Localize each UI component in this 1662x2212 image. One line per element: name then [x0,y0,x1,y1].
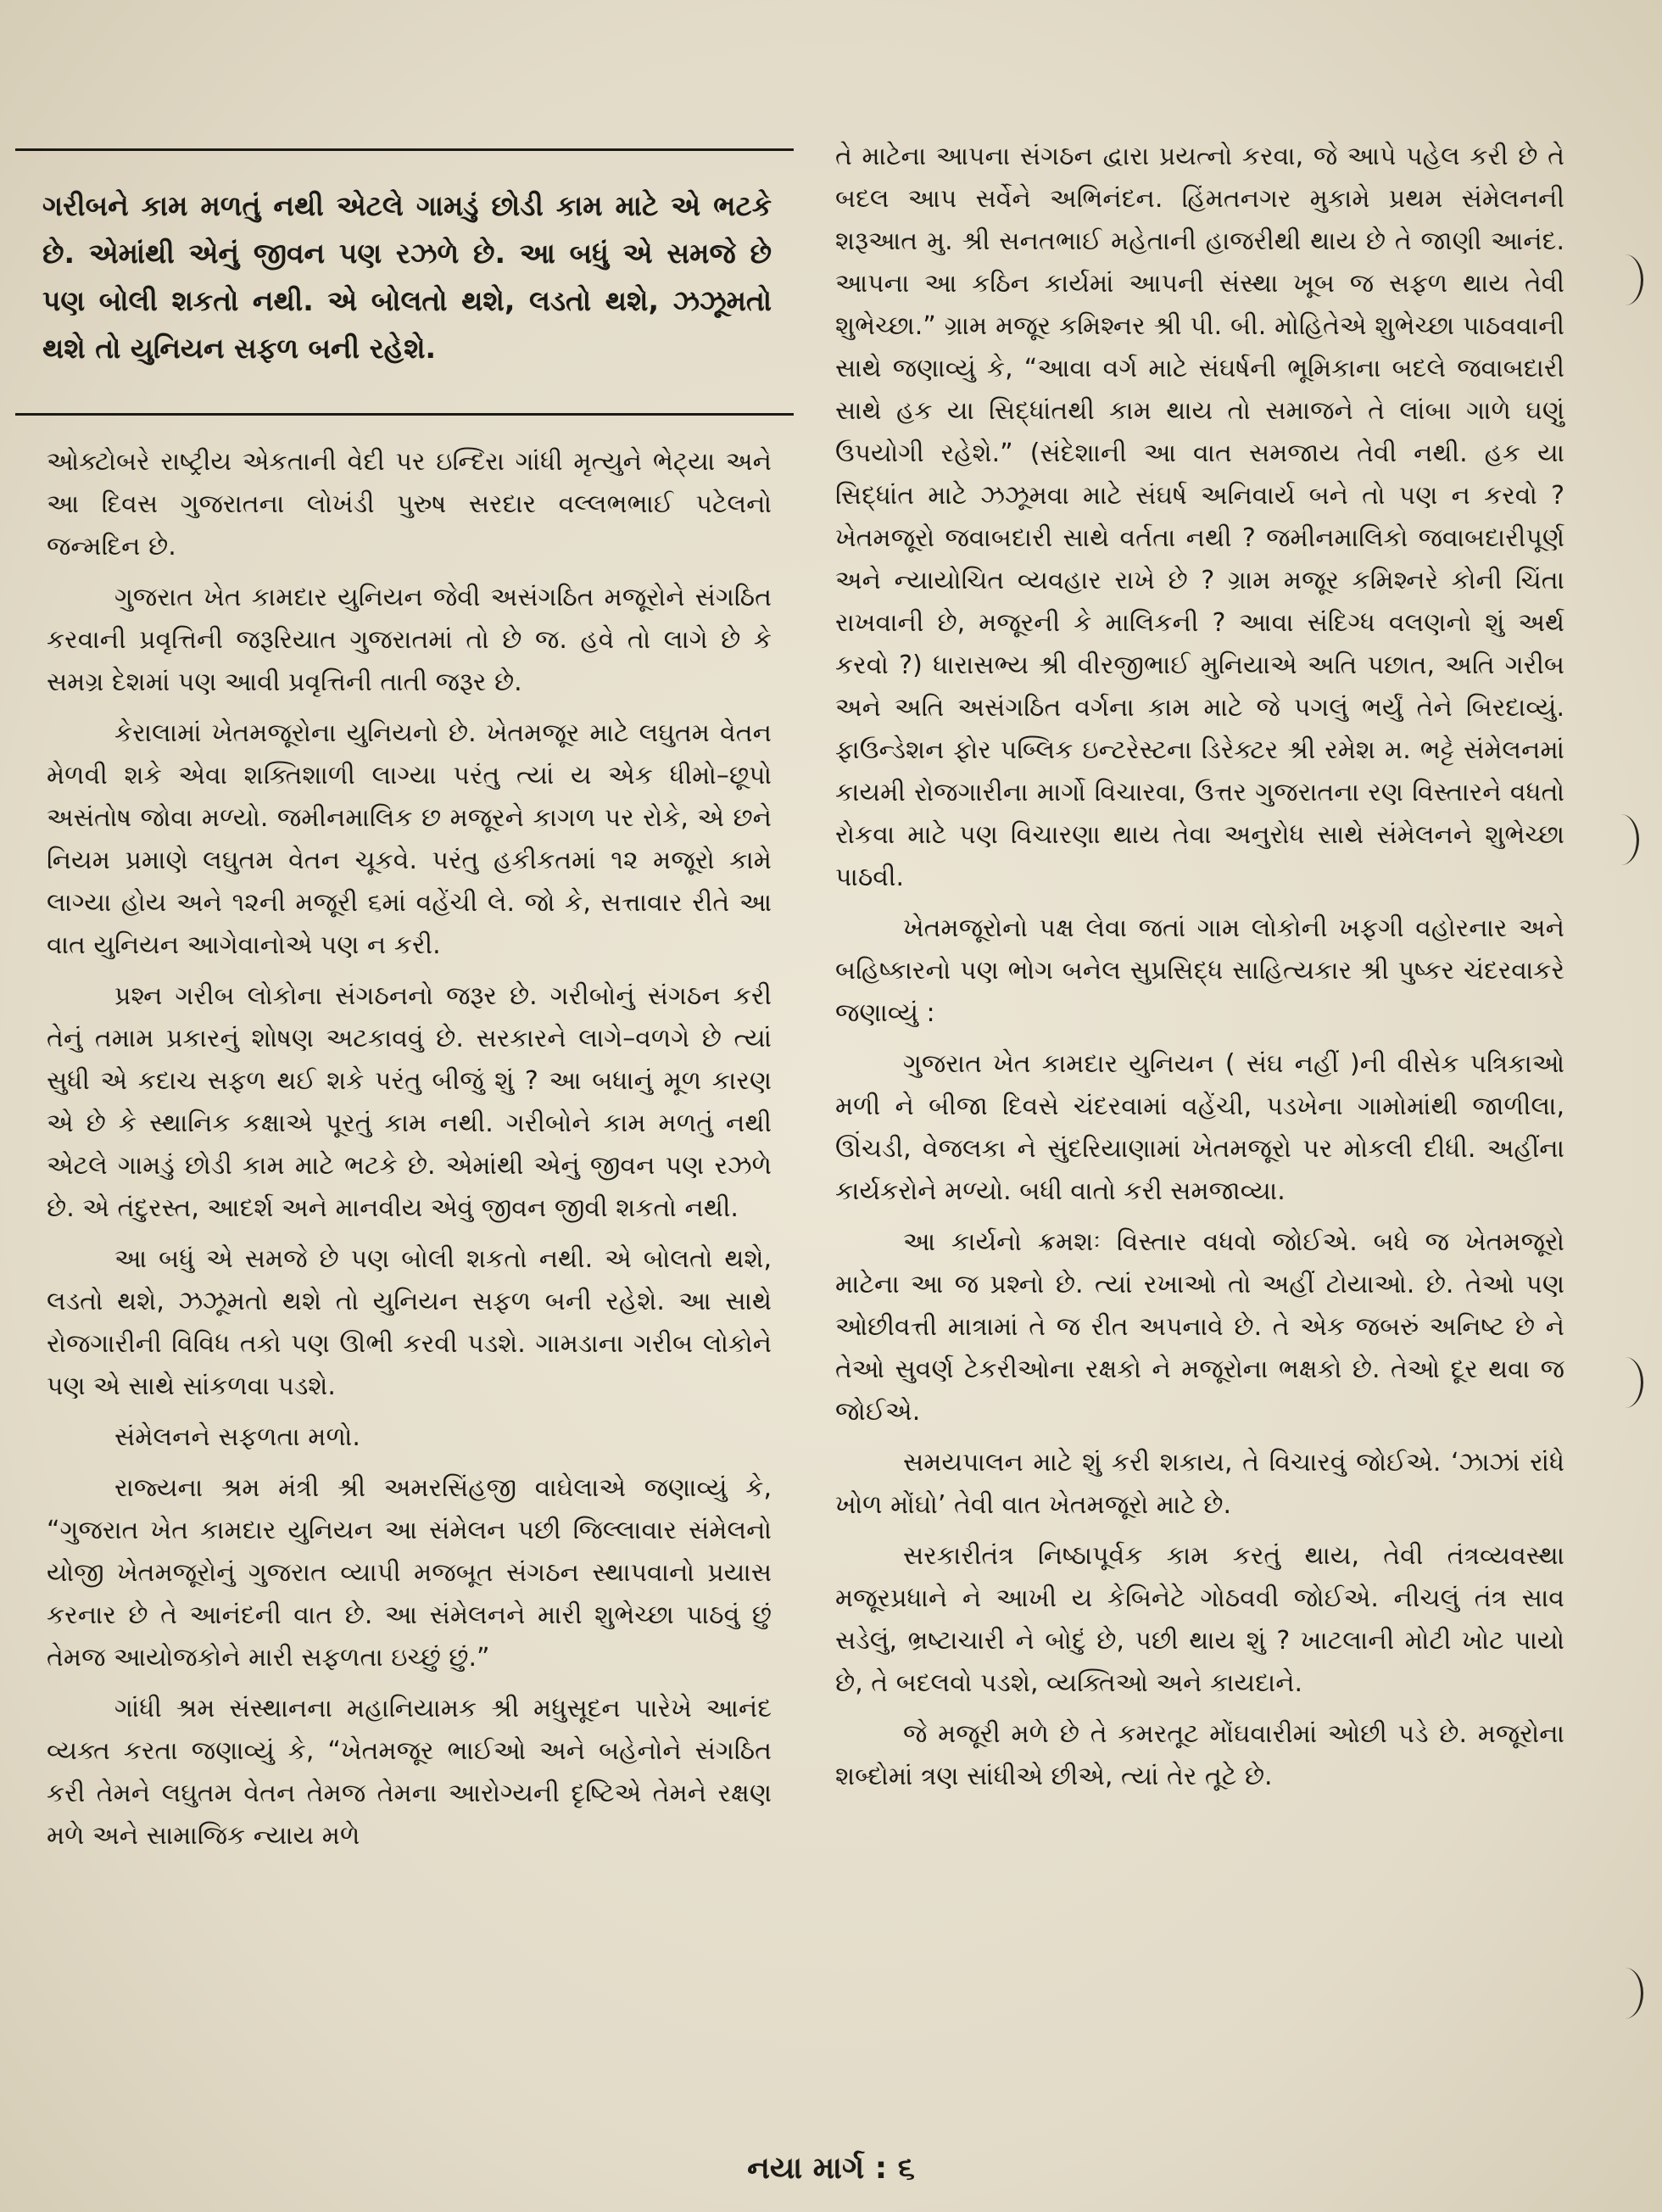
page-tear-mark [1607,254,1643,305]
page-footer: નયા માર્ગ : ૬ [747,2151,915,2186]
paragraph: સરકારીતંત્ર નિષ્ઠાપૂર્વક કામ કરતું થાય, તેવી તંત્રવ્યવસ્થા મજૂરપ્રધાને ને આખી ય કેબિનેટે ગોઠવવી જોઈએ. નીચલું તંત્ર સાવ સડેલું, ભ્રષ્ટાચારી ને બોદું છે, પછી થાય શું ? ખાટલાની મોટી ખોટ પાયો છે, તે બદલવો પડશે, વ્યક્તિઓ અને કાયદાને. [835,1541,1564,1698]
pullquote-top-rule [15,148,794,151]
paragraph: આ કાર્યનો ક્રમશઃ વિસ્તાર વધવો જોઈએ. બધે જ ખેતમજૂરો માટેના આ જ પ્રશ્નો છે. ત્યાં રખાઓ તો અહીં ટોયાઓ. છે. તેઓ પણ ઓછીવત્તી માત્રામાં તે જ રીત અપનાવે છે. તે એક જબરું અનિષ્ટ છે ને તેઓ સુવર્ણ ટેકરીઓના રક્ષકો ને મજૂરોના ભક્ષકો છે. તેઓ દૂર થવા જ જોઈએ. [835,1227,1564,1427]
page-tear-mark [1603,814,1639,865]
paragraph: પ્રશ્ન ગરીબ લોકોના સંગઠનનો જરૂર છે. ગરીબોનું સંગઠન કરી તેનું તમામ પ્રકારનું શોષણ અટકાવવું છે. સરકારને લાગે–વળગે છે ત્યાં સુધી એ કદાચ સફળ થઈ શકે પરંતુ બીજું શું ? આ બધાનું મૂળ કારણ એ છે કે સ્થાનિક કક્ષાએ પૂરતું કામ નથી. ગરીબોને કામ મળતું નથી એટલે ગામડું છોડી કામ માટે ભટકે છે. એમાંથી એનું જીવન પણ રઝળે છે. એ તંદુરસ્ત, આદર્શ અને માનવીય એવું જીવન જીવી શકતો નથી. [47,981,772,1223]
paragraph: તે માટેના આપના સંગઠન દ્વારા પ્રયત્નો કરવા, જે આપે પહેલ કરી છે તે બદલ આપ સર્વેને અભિનંદન. હિંમતનગર મુકામે પ્રથમ સંમેલનની શરૂઆત મુ. શ્રી સનતભાઈ મહેતાની હાજરીથી થાય છે તે જાણી આનંદ. આપના આ કઠિન કાર્યમાં આપની સંસ્થા ખૂબ જ સફળ થાય તેવી શુભેચ્છા.” ગ્રામ મજૂર કમિશ્નર શ્રી પી. બી. મોહિતેએ શુભેચ્છા પાઠવવાની સાથે જણાવ્યું કે, “આવા વર્ગ માટે સંઘર્ષની ભૂમિકાના બદલે જવાબદારી સાથે હક યા સિદ્ધાંતથી કામ થાય તો સમાજને તે લાંબા ગાળે ઘણું ઉપયોગી રહેશે.” (સંદેશાની આ વાત સમજાય તેવી નથી. હક યા સિદ્ધાંત માટે ઝઝૂમવા માટે સંઘર્ષ અનિવાર્ય બને તો પણ ન કરવો ? ખેતમજૂરો જવાબદારી સાથે વર્તતા નથી ? જમીનમાલિકો જવાબદારીપૂર્ણ અને ન્યાયોચિત વ્યવહાર રાખે છે ? ગ્રામ મજૂર કમિશ્નરે કોની ચિંતા રાખવાની છે, મજૂરની કે માલિકની ? આવા સંદિગ્ધ વલણનો શું અર્થ કરવો ?) ધારાસભ્ય શ્રી વીરજીભાઈ મુનિયાએ અતિ પછાત, અતિ ગરીબ અને અતિ અસંગઠિત વર્ગના કામ માટે જે પગલું ભર્યું તેને બિરદાવ્યું. ફાઉન્ડેશન ફોર પબ્લિક ઇન્ટરેસ્ટના ડિરેક્ટર શ્રી રમેશ મ. ભટ્ટે સંમેલનમાં કાયમી રોજગારીના માર્ગો વિચારવા, ઉત્તર ગુજરાતના રણ વિસ્તારને વધતો રોકવા માટે પણ વિચારણા થાય તેવા અનુરોધ સાથે સંમેલનને શુભેચ્છા પાઠવી. [835,142,1564,892]
paragraph: ગાંધી શ્રમ સંસ્થાનના મહાનિયામક શ્રી મધુસૂદન પારેખે આનંદ વ્યક્ત કરતા જણાવ્યું કે, “ખેતમજૂર ભાઈઓ અને બહેનોને સંગઠિત કરી તેમને લઘુતમ વેતન તેમજ તેમના આરોગ્યની દૃષ્ટિએ તેમને રક્ષણ મળે અને સામાજિક ન્યાય મળે [47,1694,772,1851]
right-column [835,136,1564,1807]
paragraph: રાજ્યના શ્રમ મંત્રી શ્રી અમરસિંહજી વાઘેલાએ જણાવ્યું કે, “ગુજરાત ખેત કામદાર યુનિયન આ સંમેલન પછી જિલ્લાવાર સંમેલનો યોજી ખેતમજૂરોનું ગુજરાત વ્યાપી મજબૂત સંગઠન સ્થાપવાનો પ્રયાસ કરનાર છે તે આનંદની વાત છે. આ સંમેલનને મારી શુભેચ્છા પાઠવું છું તેમજ આયોજકોને મારી સફળતા ઇચ્છું છું.” [47,1473,772,1673]
paragraph: સમયપાલન માટે શું કરી શકાય, તે વિચારવું જોઈએ. ‘ઝાઝાં રાંધે ખોળ મોંઘો’ તેવી વાત ખેતમજૂરો માટે છે. [835,1448,1564,1520]
paragraph: ખેતમજૂરોનો પક્ષ લેવા જતાં ગામ લોકોની ખફગી વહોરનાર અને બહિષ્કારનો પણ ભોગ બનેલ સુપ્રસિદ્ધ સાહિત્યકાર શ્રી પુષ્કર ચંદરવાકરે જણાવ્યું : [835,913,1564,1028]
paragraph: ગુજરાત ખેત કામદાર યુનિયન જેવી અસંગઠિત મજૂરોને સંગઠિત કરવાની પ્રવૃત્તિની જરૂરિયાત ગુજરાતમાં તો છે જ. હવે તો લાગે છે કે સમગ્ર દેશમાં પણ આવી પ્રવૃત્તિની તાતી જરૂર છે. [47,583,772,697]
paragraph: કેરાલામાં ખેતમજૂરોના યુનિયનો છે. ખેતમજૂર માટે લઘુતમ વેતન મેળવી શકે એવા શક્તિશાળી લાગ્યા પરંતુ ત્યાં ય એક ધીમો–છૂપો અસંતોષ જોવા મળ્યો. જમીનમાલિક છ મજૂરને કાગળ પર રોકે, એ છને નિયમ પ્રમાણે લઘુતમ વેતન ચૂકવે. પરંતુ હકીકતમાં ૧૨ મજૂરો કામે લાગ્યા હોય અને ૧૨ની મજૂરી ૬માં વહેંચી લે. જો કે, સત્તાવાર રીતે આ વાત યુનિયન આગેવાનોએ પણ ન કરી. [47,718,772,960]
page-tear-mark [1607,1968,1643,2019]
paragraph: સંમેલનને સફળતા મળો. [114,1422,360,1452]
paragraph: ગુજરાત ખેત કામદાર યુનિયન ( સંઘ નહીં )ની વીસેક પત્રિકાઓ મળી ને બીજા દિવસે ચંદરવામાં વહેંચી, પડખેના ગામોમાંથી જાળીલા, ઊંચડી, વેજલકા ને સુંદરિયાણામાં ખેતમજૂરો પર મોકલી દીધી. અહીંના કાર્યકરોને મળ્યો. બધી વાતો કરી સમજાવ્યા. [835,1049,1564,1206]
pullquote: ગરીબને કામ મળતું નથી એટલે ગામડું છોડી કામ માટે એ ભટકે છે. એમાંથી એનું જીવન પણ રઝળે છે. આ બધું એ સમજે છે પણ બોલી શકતો નથી. એ બોલતો થશે, લડતો થશે, ઝઝૂમતો થશે તો યુનિયન સફળ બની રહેશે. [42,189,772,365]
pullquote-bottom-rule [15,413,794,416]
page-tear-mark [1607,1357,1643,1408]
left-column [47,441,772,1866]
paragraph: આ બધું એ સમજે છે પણ બોલી શકતો નથી. એ બોલતો થશે, લડતો થશે, ઝઝૂમતો થશે તો યુનિયન સફળ બની રહેશે. આ સાથે રોજગારીની વિવિધ તકો પણ ઊભી કરવી પડશે. ગામડાના ગરીબ લોકોને પણ એ સાથે સાંકળવા પડશે. [47,1244,772,1401]
paragraph: ઓક્ટોબરે રાષ્ટ્રીય એકતાની વેદી પર ઇન્દિરા ગાંધી મૃત્યુને ભેટ્યા અને આ દિવસ ગુજરાતના લોખંડી પુરુષ સરદાર વલ્લભભાઈ પટેલનો જન્મદિન છે. [47,447,772,561]
paragraph: જે મજૂરી મળે છે તે કમરતૂટ મોંઘવારીમાં ઓછી પડે છે. મજૂરોના શબ્દોમાં ત્રણ સાંધીએ છીએ, ત્યાં તેર તૂટે છે. [835,1719,1564,1791]
